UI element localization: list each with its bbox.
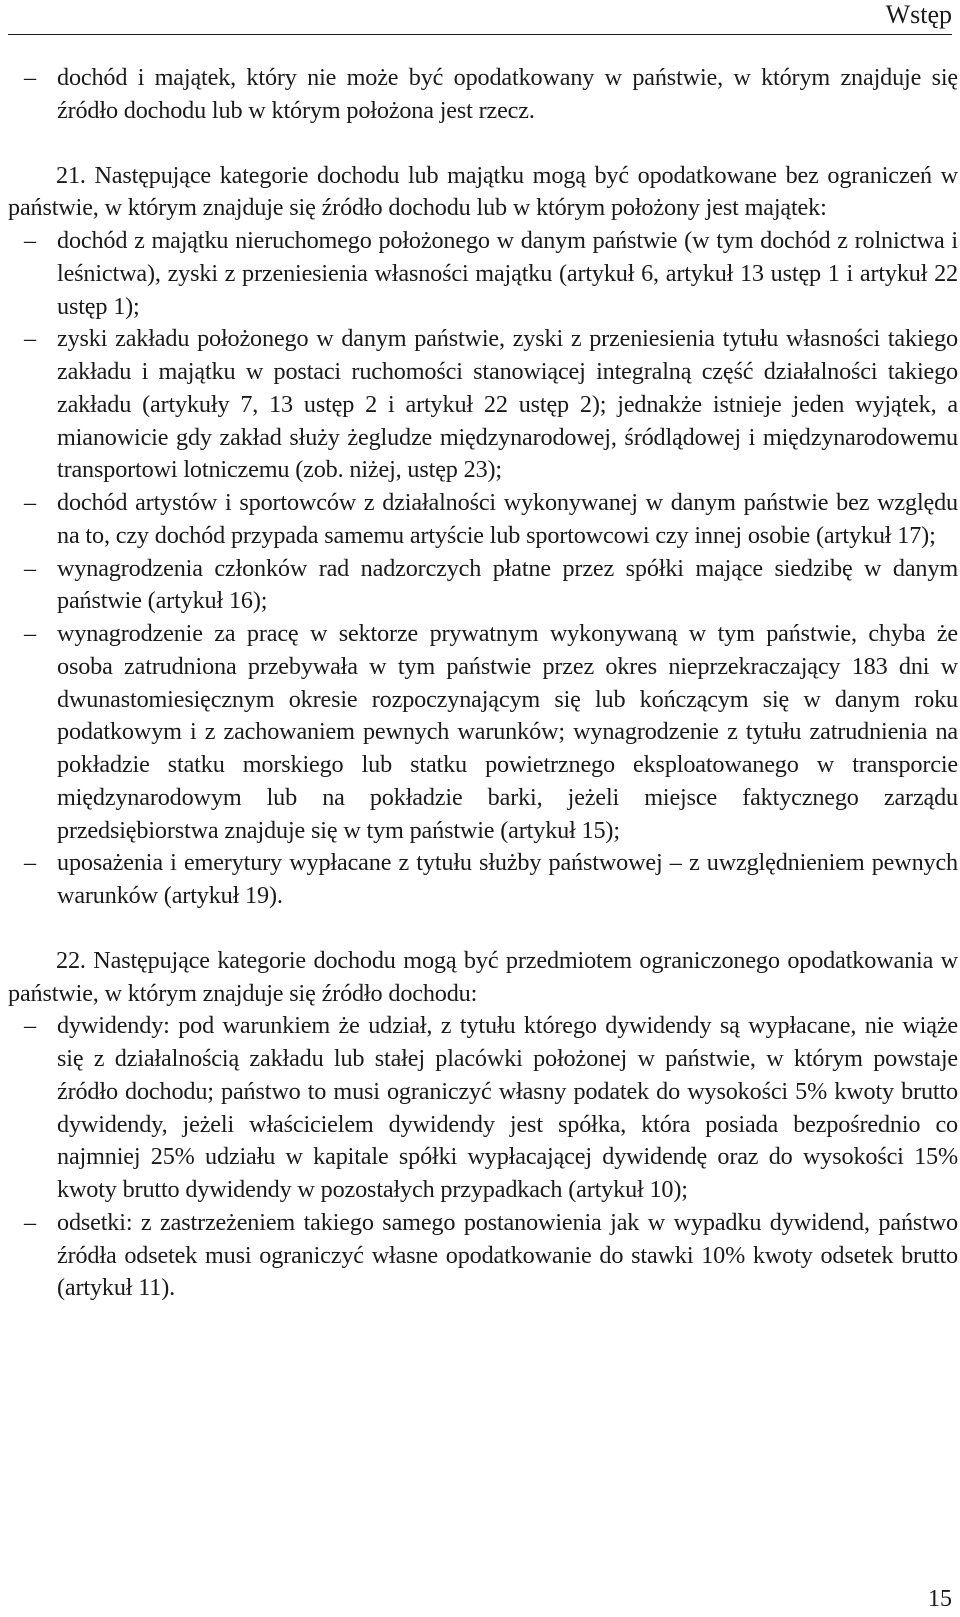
- list-item-text: dochód i majątek, który nie może być opodatkowany w państwie, w którym znajduje się źródło dochodu lub w którym położona jest rzecz.: [57, 64, 958, 124]
- list-item: [8, 618, 958, 847]
- list-item-text: wynagrodzenia członków rad nadzorczych płatne przez spółki mające siedzibę w danym państwie (artykuł 16);: [57, 554, 958, 615]
- list-item-text: dywidendy: pod warunkiem że udział, z tytułu którego dywidendy są wypłacane, nie wiąże się z działalnością zakładu lub stałej placówki położonej w państwie, w którym powstaje źródło dochodu; państwo to musi ograniczyć własny podatek do wysokości 5% kwoty brutto dywidendy, jeżeli właścicielem dywidendy jest spółka, która posiada bezpośrednio co najmniej 25% udziału w kapitale spółki wypłacającej dywidendę oraz do wysokości 15% kwoty brutto dywidendy w pozostałych przypadkach (artykuł 10);: [57, 1012, 958, 1203]
- list-dash: –: [24, 849, 36, 877]
- list-dash: –: [24, 64, 36, 91]
- list-dash: –: [24, 325, 36, 353]
- list-item: [8, 487, 958, 553]
- paragraph-spacer: [8, 128, 958, 160]
- list-item: [8, 1207, 958, 1305]
- paragraph-21: 21. Następujące kategorie dochodu lub majątku mogą być opodatkowane bez ograniczeń w państwie, w którym znajduje się źródło dochodu lub w którym położony jest majątek:: [8, 161, 958, 222]
- list-item: [8, 553, 958, 619]
- list-item: [8, 1010, 958, 1207]
- list-dash: –: [24, 1208, 36, 1236]
- list-item-text: wynagrodzenie za pracę w sektorze prywatnym wykonywaną w tym państwie, chyba że osoba zatrudniona przebywała w tym państwie przez okres nieprzekraczający 183 dni w dwunastomiesięcznym okresie rozpoczynającym się lub kończącym się w danym roku podatkowym i z zachowaniem pewnych warunków; wynagrodzenie z tytułu zatrudnienia na pokładzie statku morskiego lub statku powietrznego eksploatowanego w transporcie międzynarodowym lub na pokładzie barki, jeżeli miejsce faktycznego zarządu przedsiębiorstwa znajduje się w tym państwie (artykuł 15);: [57, 620, 958, 844]
- list-dash: –: [24, 554, 36, 582]
- list-item-text: odsetki: z zastrzeżeniem takiego samego postanowienia jak w wypadku dywidend, państwo źródła odsetek musi ograniczyć własne opodatkowanie do stawki 10% kwoty odsetek brutto (artykuł 11).: [57, 1208, 958, 1302]
- list-dash: –: [24, 227, 36, 254]
- page-number: 15: [928, 1586, 952, 1612]
- header-rule: [8, 34, 952, 35]
- list-item-text: zyski zakładu położonego w danym państwie, zyski z przeniesienia tytułu własności takiego zakładu i majątku w postaci ruchomości stanowiącej integralną część działalności takiego zakładu (artykuły 7, 13 ustęp 2 i artykuł 22 ustęp 2); jednakże istnieje jeden wyjątek, a mianowicie gdy zakład służy żegludze międzynarodowej, śródlądowej i międzynarodowemu transportowi lotniczemu (zob. niżej, ustęp 23);: [57, 325, 958, 484]
- paragraph-22: 22. Następujące kategorie dochodu mogą być przedmiotem ograniczonego opodatkowania w państwie, w którym znajduje się źródło dochodu:: [8, 946, 958, 1007]
- list-item: [8, 323, 958, 487]
- list-item: [8, 225, 958, 323]
- list-dash: –: [24, 489, 36, 516]
- list-dash: –: [24, 1012, 36, 1040]
- list-dash: –: [24, 620, 36, 647]
- list-item-text: dochód z majątku nieruchomego położonego w danym państwie (w tym dochód z rolnictwa i leśnictwa), zyski z przeniesienia własności majątku (artykuł 6, artykuł 13 ustęp 1 i artykuł 22 ustęp 1);: [57, 227, 958, 320]
- page-body: [8, 62, 958, 1305]
- list-item: [8, 62, 958, 128]
- list-item-text: uposażenia i emerytury wypłacane z tytułu służby państwowej – z uwzględnieniem pewnych warunków (artykuł 19).: [57, 849, 958, 909]
- running-head-title: Wstęp: [885, 0, 952, 29]
- list-item-text: dochód artystów i sportowców z działalności wykonywanej w danym państwie bez względu na to, czy dochód przypada samemu artyście lub sportowcowi czy innej osobie (artykuł 17);: [57, 489, 958, 549]
- paragraph-spacer: [8, 913, 958, 945]
- list-item: [8, 847, 958, 913]
